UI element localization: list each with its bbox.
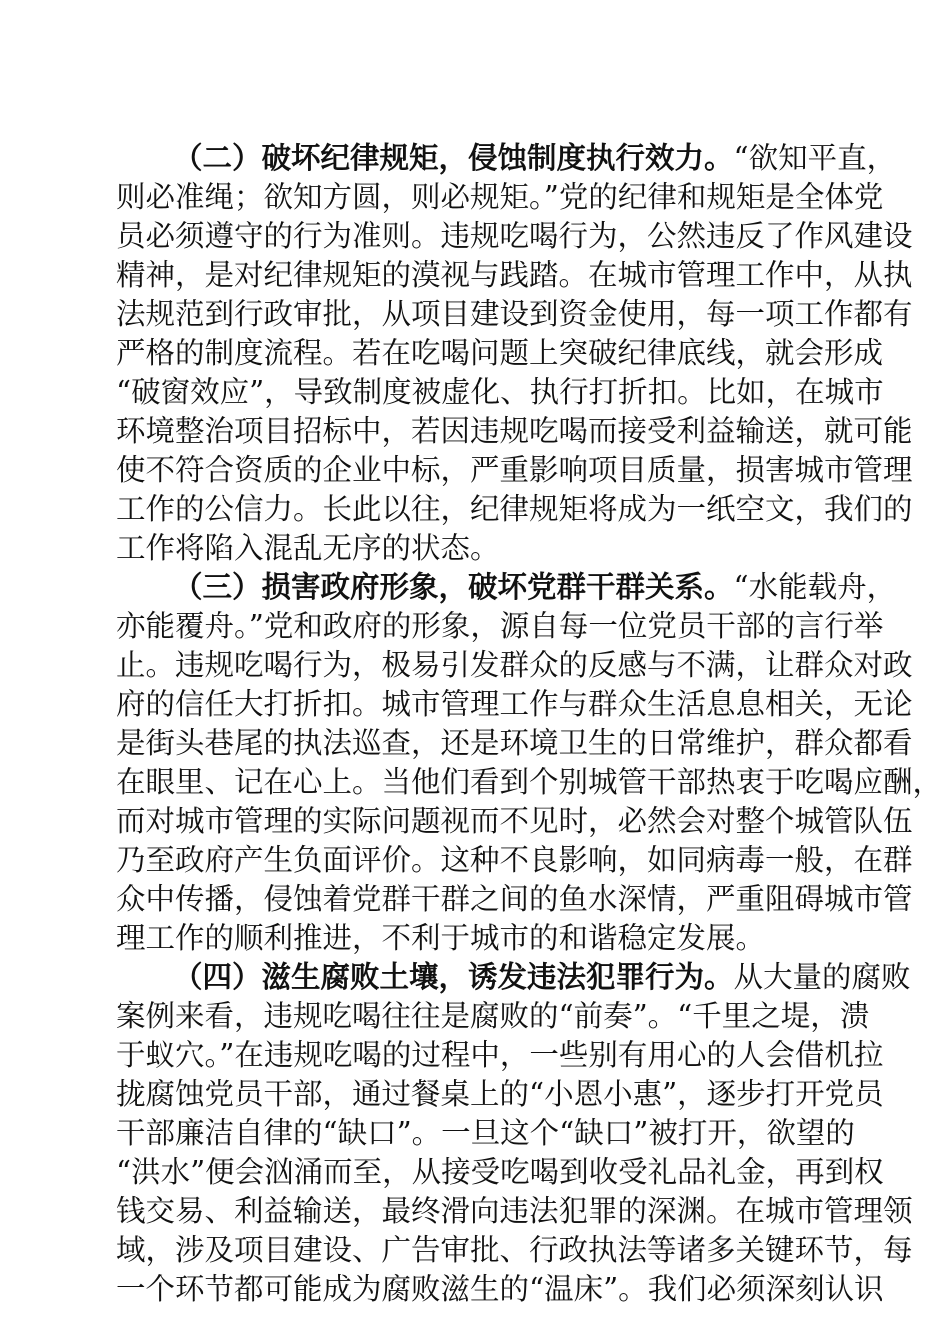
section-heading: （三）损害政府形象，破坏党群干群关系。 <box>173 570 734 604</box>
paragraph-line: 止。违规吃喝行为，极易引发群众的反感与不满，让群众对政 <box>116 648 913 682</box>
paragraph-line: 拢腐蚀党员干部，通过餐桌上的“小恩小惠”，逐步打开党员 <box>116 1077 884 1111</box>
paragraph-line: 府的信任大打折扣。城市管理工作与群众生活息息相关，无论 <box>116 687 913 721</box>
paragraph-text: “水能载舟， <box>733 570 897 604</box>
paragraph-line: 则必准绳；欲知方圆，则必规矩。”党的纪律和规矩是全体党 <box>116 180 884 214</box>
paragraph-line: 钱交易、利益输送，最终滑向违法犯罪的深渊。在城市管理领 <box>116 1194 913 1228</box>
section-heading: （四）滋生腐败土壤，诱发违法犯罪行为。 <box>173 960 734 994</box>
paragraph-line: 一个环节都可能成为腐败滋生的“温床”。我们必须深刻认识 <box>116 1272 884 1306</box>
paragraph-line: 理工作的顺利推进，不利于城市的和谐稳定发展。 <box>116 921 766 955</box>
paragraph-line: 众中传播，侵蚀着党群干群之间的鱼水深情，严重阻碍城市管 <box>116 882 913 916</box>
paragraph-line: 工作的公信力。长此以往，纪律规矩将成为一纸空文，我们的 <box>116 492 913 526</box>
section-heading: （二）破坏纪律规矩，侵蚀制度执行效力。 <box>173 141 734 175</box>
paragraph-line: 工作将陷入混乱无序的状态。 <box>116 531 500 565</box>
paragraph-line: 员必须遵守的行为准则。违规吃喝行为，公然违反了作风建设 <box>116 219 913 253</box>
paragraph-text: 从大量的腐败 <box>733 960 911 994</box>
paragraph-line: 严格的制度流程。若在吃喝问题上突破纪律底线，就会形成 <box>116 336 884 370</box>
paragraph-text: “欲知平直， <box>733 141 897 175</box>
paragraph-line: 在眼里、记在心上。当他们看到个别城管干部热衷于吃喝应酬， <box>116 765 943 799</box>
paragraph-line <box>173 138 897 178</box>
paragraph-line: 环境整治项目招标中，若因违规吃喝而接受利益输送，就可能 <box>116 414 913 448</box>
paragraph-line: 使不符合资质的企业中标，严重影响项目质量，损害城市管理 <box>116 453 913 487</box>
paragraph-line: 乃至政府产生负面评价。这种不良影响，如同病毒一般，在群 <box>116 843 913 877</box>
paragraph-line <box>173 957 911 997</box>
paragraph-line <box>173 567 897 607</box>
paragraph-line: 亦能覆舟。”党和政府的形象，源自每一位党员干部的言行举 <box>116 609 884 643</box>
paragraph-line: “破窗效应”，导致制度被虚化、执行打折扣。比如，在城市 <box>116 375 884 409</box>
paragraph-line: 精神，是对纪律规矩的漠视与践踏。在城市管理工作中，从执 <box>116 258 913 292</box>
paragraph-line: 干部廉洁自律的“缺口”。一旦这个“缺口”被打开，欲望的 <box>116 1116 855 1150</box>
paragraph-line: 域，涉及项目建设、广告审批、行政执法等诸多关键环节，每 <box>116 1233 913 1267</box>
paragraph-line: 案例来看，违规吃喝往往是腐败的“前奏”。“千里之堤，溃 <box>116 999 870 1033</box>
paragraph-line: 是街头巷尾的执法巡查，还是环境卫生的日常维护，群众都看 <box>116 726 913 760</box>
paragraph-line: 于蚁穴。”在违规吃喝的过程中，一些别有用心的人会借机拉 <box>116 1038 884 1072</box>
paragraph-line: “洪水”便会汹涌而至，从接受吃喝到收受礼品礼金，再到权 <box>116 1155 884 1189</box>
paragraph-line: 法规范到行政审批，从项目建设到资金使用，每一项工作都有 <box>116 297 913 331</box>
paragraph-line: 而对城市管理的实际问题视而不见时，必然会对整个城管队伍 <box>116 804 913 838</box>
